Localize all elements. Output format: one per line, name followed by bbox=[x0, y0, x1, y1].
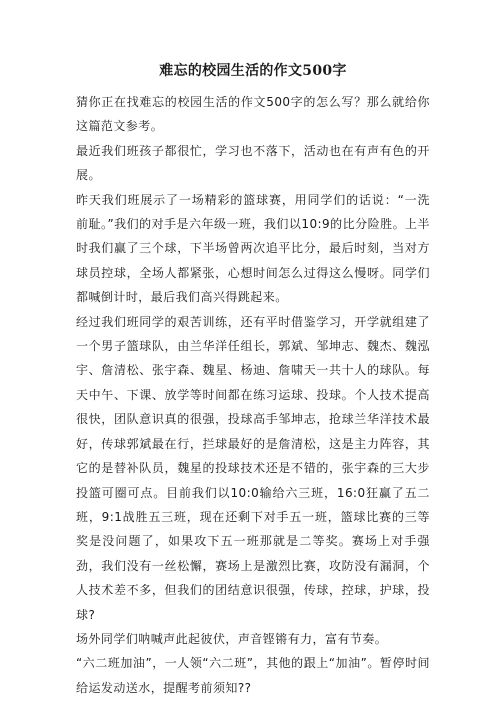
paragraph-chant: “六二班加油”，一人领“六二班”，其他的跟上“加油”。暂停时间给运发动送水，提醒考前须知?? bbox=[76, 656, 430, 695]
paragraph-game: 昨天我们班展示了一场精彩的篮球赛，用同学们的话说：“一洗前耻。”我们的对手是六年级一班，我们以10:9的比分险胜。上半时我们赢了三个球，下半场曾两次追平比分，最后时刻，当对方球员控球，全场人都紧张，心想时间怎么过得这么慢呀。同学们都喊倒计时，最后我们高兴得跳起来。 bbox=[76, 192, 430, 305]
paragraph-cheering: 场外同学们呐喊声此起彼伏，声音铿锵有力，富有节奏。 bbox=[76, 631, 388, 646]
document-title: 难忘的校园生活的作文500字 bbox=[159, 63, 347, 79]
document-body bbox=[76, 90, 430, 700]
paragraph-busy: 最近我们班孩子都很忙，学习也不落下，活动也在有声有色的开展。 bbox=[76, 143, 430, 183]
paragraph-intro: 猜你正在找难忘的校园生活的作文500字的怎么写？那么就给你这篇范文参考。 bbox=[76, 95, 430, 134]
paragraph-team: 经过我们班同学的艰苦训练，还有平时借鉴学习，开学就组建了一个男子篮球队，由兰华洋任组长，郭斌、邹坤志、魏杰、魏泓宇、詹清松、张宇森、魏星、杨迪、詹啸天一共十人的球队。每天中午、下课、放学等时间都在练习运球、投球。个人技术提高很快，团队意识真的很强，投球高手邹坤志，抢球兰华洋技术最好，传球郭斌最在行，拦球最好的是詹清松，这是主力阵容，其它的是替补队员，魏星的投球技术还是不错的，张宇森的三大步投篮可圈可点。目前我们以10:0输给六三班，16:0狂赢了五二班，9:1战胜五三班，现在还剩下对手五一班，篮球比赛的三等奖是没问题了，如果攻下五一班那就是二等奖。赛场上对手强劲，我们没有一丝松懈，赛场上是激烈比赛，攻防没有漏洞，个人技术差不多，但我们的团结意识很强，传球，控球，护球，投球? bbox=[76, 314, 430, 622]
